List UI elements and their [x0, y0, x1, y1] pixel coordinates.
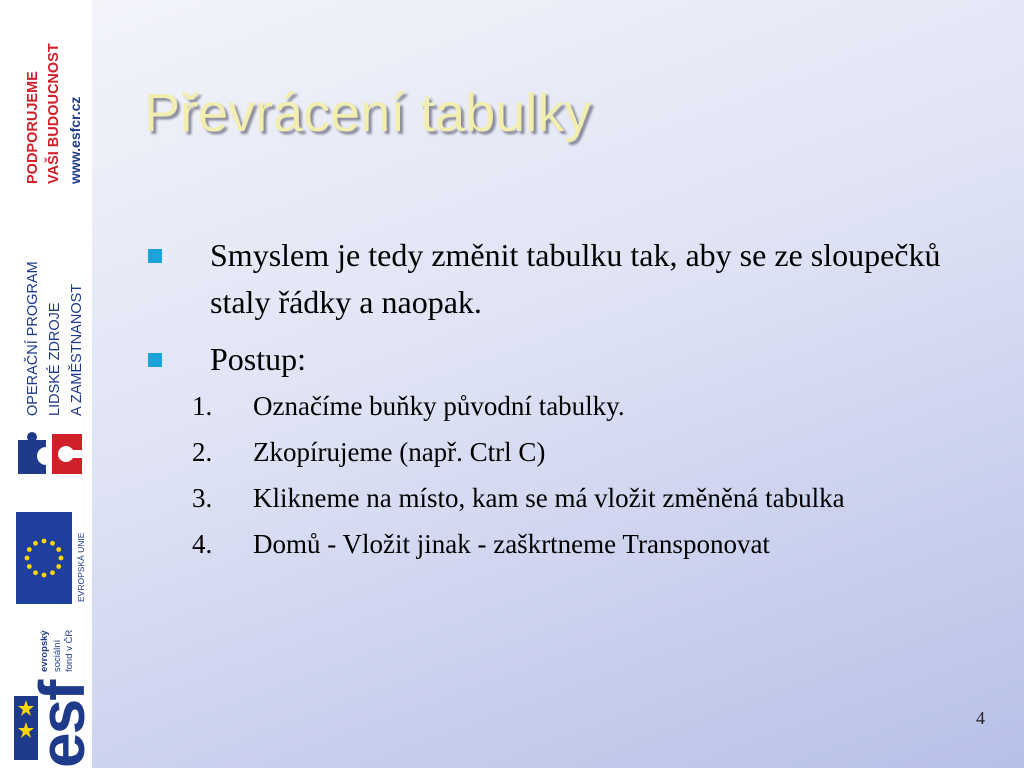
slogan-line-2: VAŠI BUDOUCNOST [46, 43, 62, 184]
program-line-1: OPERAČNÍ PROGRAM [25, 261, 41, 416]
step-number: 3. [192, 483, 213, 513]
eu-star-icon [56, 547, 61, 552]
step-text: Označíme buňky původní tabulky. [253, 391, 625, 421]
bullet-text: Postup: [210, 341, 307, 377]
step-item [140, 387, 990, 425]
eu-star-icon [33, 570, 38, 575]
sidebar [0, 0, 98, 768]
eu-star-icon [25, 556, 30, 561]
oplzz-logo-icon [16, 426, 86, 478]
eu-star-icon [56, 564, 61, 569]
step-item [140, 433, 990, 471]
square-bullet-icon [148, 249, 162, 263]
square-bullet-icon [148, 353, 162, 367]
bullet-text: Smyslem je tedy změnit tabulku tak, aby se ze sloupečků staly řádky a naopak. [210, 237, 941, 320]
eu-star-icon [42, 539, 47, 544]
step-number: 1. [192, 391, 213, 421]
eu-star-icon [50, 570, 55, 575]
esf-text-1: evropský [39, 630, 50, 672]
step-text: Domů - Vložit jinak - zaškrtneme Transponovat [253, 529, 770, 559]
eu-star-icon [27, 547, 32, 552]
eu-star-icon [42, 573, 47, 578]
program-line-2: LIDSKÉ ZDROJE [47, 302, 63, 416]
step-item [140, 525, 990, 563]
esf-text-3: fond v ČR [64, 629, 75, 672]
step-text: Zkopírujeme (např. Ctrl C) [253, 437, 546, 467]
bullet-item [140, 336, 990, 383]
page-number: 4 [976, 708, 985, 728]
step-item [140, 479, 990, 517]
slide-content [140, 232, 990, 571]
step-number: 4. [192, 529, 213, 559]
program-line-3: A ZAMĚSTNANOST [69, 283, 85, 416]
slide-title: Převrácení tabulky [144, 83, 592, 143]
step-text: Klikneme na místo, kam se má vložit změněná tabulka [253, 483, 845, 513]
eu-label: EVROPSKÁ UNIE [76, 532, 86, 602]
eu-star-icon [50, 541, 55, 546]
slogan-url: www.esfcr.cz [67, 96, 83, 184]
esf-text-2: sociální [52, 639, 63, 672]
step-number: 2. [192, 437, 213, 467]
eu-star-icon [27, 564, 32, 569]
eu-flag-icon [16, 512, 72, 604]
esf-logo: esf [26, 681, 98, 768]
bullet-item [140, 232, 990, 326]
eu-star-icon [33, 541, 38, 546]
slogan-line-1: PODPORUJEME [25, 71, 41, 184]
eu-star-icon [59, 556, 64, 561]
